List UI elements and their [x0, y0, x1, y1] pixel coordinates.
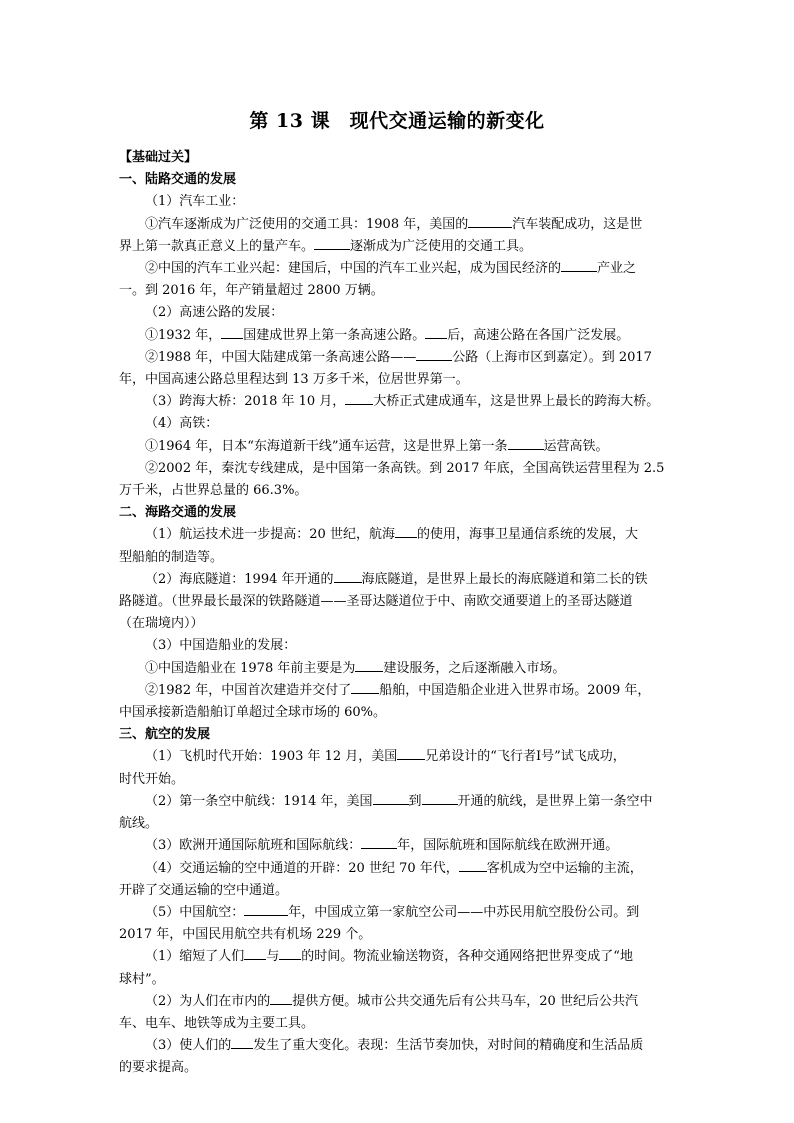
text-line [119, 858, 691, 880]
text-segment: 一。到 2016 年，年产销量超过 2800 万辆。 [119, 283, 384, 299]
fill-in-blank [397, 746, 425, 760]
fill-in-blank [351, 680, 379, 694]
text-line [119, 1013, 691, 1035]
fill-in-blank [422, 791, 458, 805]
text-segment: 球村”。 [119, 971, 165, 987]
text-segment: ②1982 年，中国首次建造并交付了 [145, 682, 352, 698]
text-segment: 公路（上海市区到嘉定）。到 2017 [452, 349, 652, 365]
fill-in-blank [231, 1035, 253, 1049]
text-segment: 开辟了交通运输的空中通道。 [119, 882, 289, 898]
fill-in-blank [244, 946, 266, 960]
text-line [119, 613, 691, 635]
text-segment: （2）为人们在市内的 [145, 993, 271, 1009]
text-segment: 车、电车、地铁等成为主要工具。 [119, 1015, 315, 1031]
text-segment: 中国承接新造船舶订单超过全球市场的 60%。 [119, 705, 387, 721]
text-line [119, 302, 691, 324]
fill-in-blank [355, 658, 383, 672]
text-segment: 一、陆路交通的发展 [119, 172, 237, 188]
text-line [119, 1035, 691, 1057]
fill-in-blank [416, 347, 452, 361]
text-segment: 2017 年，中国民用航空共有机场 229 个。 [119, 927, 372, 943]
fill-in-blank [314, 236, 350, 250]
text-segment: （3）欧洲开通国际航班和国际航线： [145, 838, 362, 854]
fill-in-blank [459, 858, 487, 872]
text-line [119, 746, 691, 768]
text-segment: 年，国际航班和国际航线在欧洲开通。 [397, 838, 619, 854]
text-segment: （3）跨海大桥：2018 年 10 月， [145, 394, 346, 410]
text-segment: （1）航运技术进一步提高：20 世纪，航海 [145, 527, 395, 543]
section-heading [119, 502, 691, 524]
text-segment: 大桥正式建成通车，这是世界上最长的跨海大桥。 [373, 394, 660, 410]
text-segment: 的时间。物流业输送物资，各种交通网络把世界变成了“地 [301, 949, 633, 965]
text-segment: 时代开始。 [119, 771, 185, 787]
text-segment: 万千米，占世界总量的 66.3%。 [119, 483, 308, 499]
text-segment: 【基础过关】 [119, 150, 198, 165]
text-segment: 开通的航线，是世界上第一条空中 [457, 793, 653, 809]
text-segment: （1）汽车工业： [145, 194, 245, 210]
lesson-content [119, 147, 691, 1080]
text-line [119, 946, 691, 968]
text-segment: 建设服务，之后逐渐融入市场。 [383, 660, 566, 676]
section-heading [119, 169, 691, 191]
text-line [119, 391, 691, 413]
text-segment: （2）高速公路的发展： [145, 305, 284, 321]
text-segment: （在瑞境内）） [119, 616, 204, 632]
text-line [119, 924, 691, 946]
text-segment: ①中国造船业在 1978 年前主要是为 [145, 660, 356, 676]
text-line [119, 547, 691, 569]
text-line [119, 191, 691, 213]
text-segment: 与 [266, 949, 280, 965]
text-line [119, 591, 691, 613]
text-segment: 后，高速公路在各国广泛发展。 [447, 327, 630, 343]
text-segment: ②中国的汽车工业兴起：建国后，中国的汽车工业兴起，成为国民经济的 [145, 261, 562, 277]
fill-in-blank [334, 569, 362, 583]
text-line [119, 569, 691, 591]
text-segment: 二、海路交通的发展 [119, 505, 237, 521]
text-segment: （2）第一条空中航线：1914 年，美国 [145, 793, 373, 809]
text-segment: （3）中国造船业的发展： [145, 638, 297, 654]
text-segment: ①1964 年，日本“东海道新干线”通车运营，这是世界上第一条 [145, 438, 508, 454]
fill-in-blank [468, 214, 512, 228]
text-line [119, 791, 691, 813]
text-segment: 界上第一款真正意义上的量产车。 [119, 238, 315, 254]
text-segment: 产业之 [597, 261, 637, 277]
text-line [119, 635, 691, 657]
text-line [119, 480, 691, 502]
text-segment: （5）中国航空： [145, 904, 245, 920]
text-line [119, 347, 691, 369]
section-heading [119, 724, 691, 746]
text-segment: （4）交通运输的空中通道的开辟：20 世纪 70 年代， [145, 860, 459, 876]
text-segment: 年，中国高速公路总里程达到 13 万多千米，位居世界第一。 [119, 372, 469, 388]
text-line [119, 702, 691, 724]
text-segment: ②2002 年，秦沈专线建成，是中国第一条高铁。到 2017 年底，全国高铁运营里程为 2.5 [145, 460, 665, 476]
text-line [119, 436, 691, 458]
text-segment: 型船舶的制造等。 [119, 549, 224, 565]
fill-in-blank [373, 791, 409, 805]
text-line [119, 902, 691, 924]
text-segment: （2）海底隧道：1994 年开通的 [145, 571, 334, 587]
text-segment: 年，中国成立第一家航空公司——中苏民用航空股份公司。到 [288, 904, 640, 920]
text-segment: ①1932 年， [145, 327, 222, 343]
fill-in-blank [361, 835, 397, 849]
text-segment: 提供方便。城市公共交通先后有公共马车，20 世纪后公共汽 [292, 993, 638, 1009]
text-segment: （1）缩短了人们 [145, 949, 245, 965]
text-segment: （3）使人们的 [145, 1038, 232, 1054]
text-segment: 运营高铁。 [543, 438, 609, 454]
text-line [119, 258, 691, 280]
text-line [119, 835, 691, 857]
text-segment: 船舶，中国造船企业进入世界市场。2009 年， [379, 682, 651, 698]
section-heading [119, 147, 691, 169]
text-line [119, 325, 691, 347]
text-line [119, 280, 691, 302]
fill-in-blank [561, 258, 597, 272]
lesson-title: 第 13 课 现代交通运输的新变化 [249, 110, 545, 132]
text-line [119, 236, 691, 258]
text-line [119, 769, 691, 791]
text-segment: 三、航空的发展 [119, 727, 211, 743]
text-segment: 路隧道。（世界最长最深的铁路隧道——圣哥达隧道位于中、南欧交通要道上的圣哥达隧道 [119, 594, 633, 610]
text-segment: 到 [408, 793, 422, 809]
text-segment: 兄弟设计的“飞行者Ⅰ号”试飞成功， [425, 749, 626, 765]
text-line [119, 1057, 691, 1079]
text-line [119, 214, 691, 236]
text-segment: 汽车装配成功，这是世 [512, 216, 643, 232]
text-segment: ①汽车逐渐成为广泛使用的交通工具：1908 年，美国的 [145, 216, 469, 232]
text-segment: 客机成为空中运输的主流， [486, 860, 643, 876]
text-line [119, 413, 691, 435]
text-segment: 海底隧道，是世界上最长的海底隧道和第二长的铁 [361, 571, 648, 587]
text-line [119, 369, 691, 391]
text-line [119, 813, 691, 835]
fill-in-blank [508, 436, 544, 450]
text-segment: 发生了重大变化。表现：生活节奏加快，对时间的精确度和生活品质 [253, 1038, 644, 1054]
text-line [119, 458, 691, 480]
text-segment: （4）高铁： [145, 416, 219, 432]
text-segment: 逐渐成为广泛使用的交通工具。 [350, 238, 533, 254]
fill-in-blank [425, 325, 447, 339]
text-segment: （1）飞机时代开始：1903 年 12 月，美国 [145, 749, 398, 765]
text-segment: 的使用，海事卫星通信系统的发展，大 [416, 527, 638, 543]
fill-in-blank [244, 902, 288, 916]
text-line [119, 524, 691, 546]
text-line [119, 969, 691, 991]
fill-in-blank [270, 991, 292, 1005]
text-line [119, 991, 691, 1013]
text-segment: ②1988 年，中国大陆建成第一条高速公路—— [145, 349, 417, 365]
text-line [119, 680, 691, 702]
fill-in-blank [279, 946, 301, 960]
text-segment: 航线。 [119, 816, 159, 832]
text-line [119, 880, 691, 902]
fill-in-blank [221, 325, 243, 339]
text-line [119, 658, 691, 680]
fill-in-blank [395, 524, 417, 538]
text-segment: 国建成世界上第一条高速公路。 [243, 327, 426, 343]
fill-in-blank [345, 391, 373, 405]
text-segment: 的要求提高。 [119, 1060, 198, 1076]
